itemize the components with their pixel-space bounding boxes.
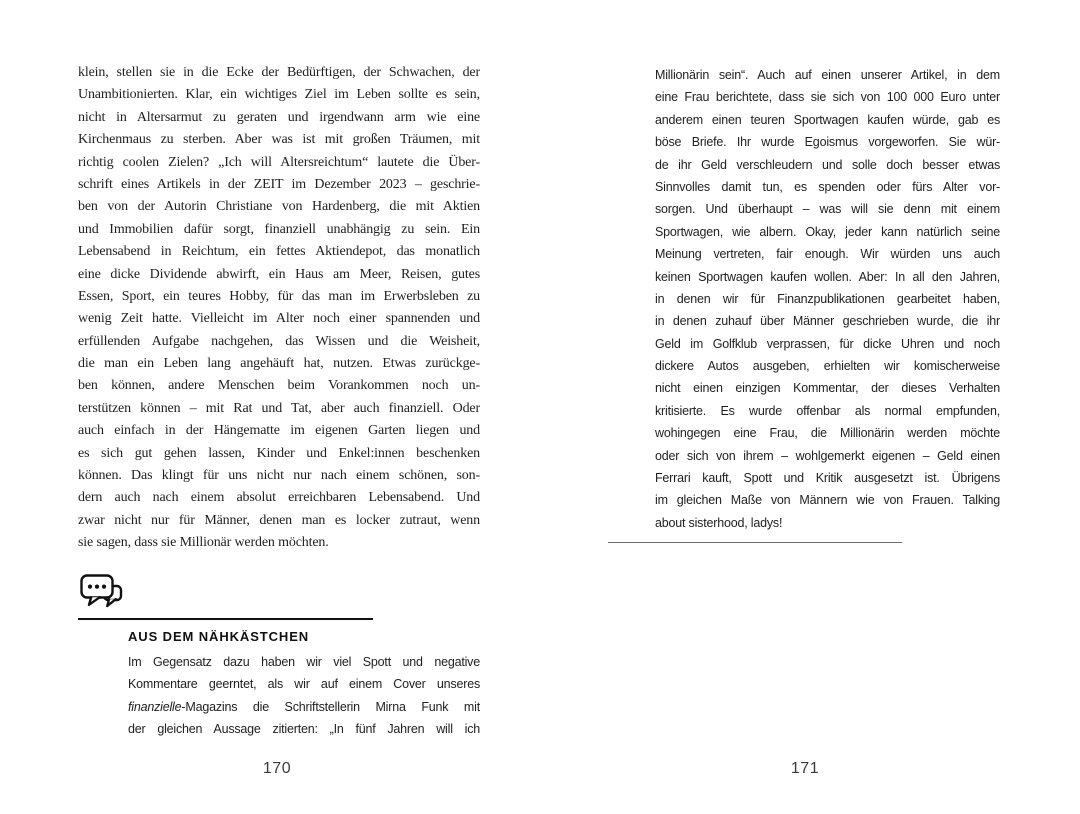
text-line: sorgen. Und überhaupt – was will sie denn mit einem xyxy=(655,202,1000,217)
text-line: können. Das klingt für uns nicht nur nach einem schönen, son- xyxy=(78,468,480,484)
text-line: nicht einen einzigen Kommentar, der dieses Verhalten xyxy=(655,381,1000,396)
text-line: Meinung vertreten, fair enough. Wir würden uns auch xyxy=(655,247,1000,262)
left-page-body-text xyxy=(78,62,480,555)
text-line: klein, stellen sie in die Ecke der Bedürftigen, der Schwachen, der xyxy=(78,65,480,80)
text-line: Sinnvolles damit tun, es spenden oder fürs Alter vor- xyxy=(655,179,1000,194)
sidebar-heading: AUS DEM NÄHKÄSTCHEN xyxy=(128,629,310,644)
text-line: zwar nicht nur für Männer, denen man es locker zutraut, wenn xyxy=(78,512,480,528)
text-line: Unambitionierten. Klar, ein wichtiges Ziel im Leben sollte es sein, xyxy=(78,87,480,103)
text-line: böse Briefe. Ihr wurde Egoismus vorgeworfen. Sie wür- xyxy=(655,135,1000,150)
text-line: Im Gegensatz dazu haben wir viel Spott und negative xyxy=(128,655,480,669)
sidebar-box-text xyxy=(128,651,480,741)
closing-rule xyxy=(608,542,902,543)
text-line: in denen wir für Finanzpublikationen gearbeitet haben, xyxy=(655,291,1000,306)
page-number-left: 170 xyxy=(262,760,292,777)
text-line: dern auch nach einem absolut erreichbaren Lebensabend. Und xyxy=(78,490,480,506)
text-line: Essen, Sport, ein teures Hobby, für das man im Erwerbsleben zu xyxy=(78,288,480,304)
text-line: keinen Sportwagen kaufen wollen. Aber: In all den Jahren, xyxy=(655,269,1000,284)
text-line: Geld im Golfklub verprassen, für dicke Uhren und noch xyxy=(655,336,1000,351)
text-line: im gleichen Maße von Männern wie von Frauen. Talking xyxy=(655,493,1000,508)
text-line: oder sich von ihrem – wohlgemerkt eigenen – Geld einen xyxy=(655,448,1000,463)
text-line: anderem einen teuren Sportwagen kaufen würde, gab es xyxy=(655,112,1000,127)
text-line: Kommentare geerntet, als wir auf einem Cover unseres xyxy=(128,677,480,692)
text-line: nicht in Altersarmut zu geraten und irgendwann arm wie eine xyxy=(78,109,480,125)
text-line: eine dicke Dividende abwirft, ein Haus am Meer, Reisen, gutes xyxy=(78,266,480,282)
text-line: eine Frau berichtete, dass sie sich von 100 000 Euro unter xyxy=(655,90,1000,105)
text-line: Sportwagen, wie albern. Okay, jeder kann natürlich seine xyxy=(655,224,1000,239)
text-line: ben von der Autorin Christiane von Hardenberg, die mit Aktien xyxy=(78,199,480,215)
text-line: Millionärin sein“. Auch auf einen unserer Artikel, in dem xyxy=(655,68,1000,82)
text-line: schrift eines Artikels in der ZEIT im Dezember 2023 – geschrie- xyxy=(78,176,480,192)
text-line: about sisterhood, ladys! xyxy=(655,515,783,530)
text-line: de ihr Geld verschleudern und solle doch besser etwas xyxy=(655,157,1000,172)
text-line: dickere Autos ausgeben, erhielten wir komischerweise xyxy=(655,359,1000,374)
text-line: terstützen können – mit Rat und Tat, aber auch finanziell. Oder xyxy=(78,400,480,416)
text-line: erfüllenden Aufgabe nachgehen, das Wissen und die Weisheit, xyxy=(78,333,480,349)
text-line: Lebensabend in Reichtum, ein fettes Aktiendepot, das monatlich xyxy=(78,244,480,260)
text-line: richtig coolen Zielen? „Ich will Altersreichtum“ lautete die Über- xyxy=(78,154,480,170)
text-line: die man ein Leben lang angehäuft hat, nutzen. Etwas zurückge- xyxy=(78,356,480,372)
text-line: auch einfach in der Hängematte im eigenen Garten liegen und xyxy=(78,423,480,439)
text-line: es sich gut gehen lassen, Kinder und Enkel:innen beschenken xyxy=(78,445,480,461)
text-line: wenig Zeit hatte. Vielleicht im Alter noch einer spannenden und xyxy=(78,311,480,327)
text-line: Ferrari kauft, Spott und Kritik ausgesetzt ist. Übrigens xyxy=(655,471,1000,486)
page-number-right: 171 xyxy=(790,760,820,777)
text-line: in denen zuhauf über Männer geschrieben wurde, die ihr xyxy=(655,314,1000,329)
right-page-body-text xyxy=(655,64,1000,534)
text-line: wohingegen eine Frau, die Millionärin werden möchte xyxy=(655,426,1000,441)
text-line: ben können, andere Menschen beim Vorankommen noch un- xyxy=(78,378,480,394)
chat-bubbles-icon xyxy=(80,574,124,614)
text-line: finanzielle-Magazins die Schriftstellerin Mirna Funk mit xyxy=(128,699,480,714)
text-line: sie sagen, dass sie Millionär werden möchten. xyxy=(78,535,329,551)
text-line: und Immobilien dafür sorgt, finanziell unabhängig zu sein. Ein xyxy=(78,221,480,237)
text-line: Kirchenmaus zu sterben. Aber was ist mit großen Träumen, mit xyxy=(78,132,480,148)
text-line: der gleichen Aussage zitierten: „In fünf Jahren will ich xyxy=(128,722,480,737)
sidebar-rule xyxy=(78,618,373,620)
text-line: kritisierte. Es wurde offenbar als normal empfunden, xyxy=(655,403,1000,418)
